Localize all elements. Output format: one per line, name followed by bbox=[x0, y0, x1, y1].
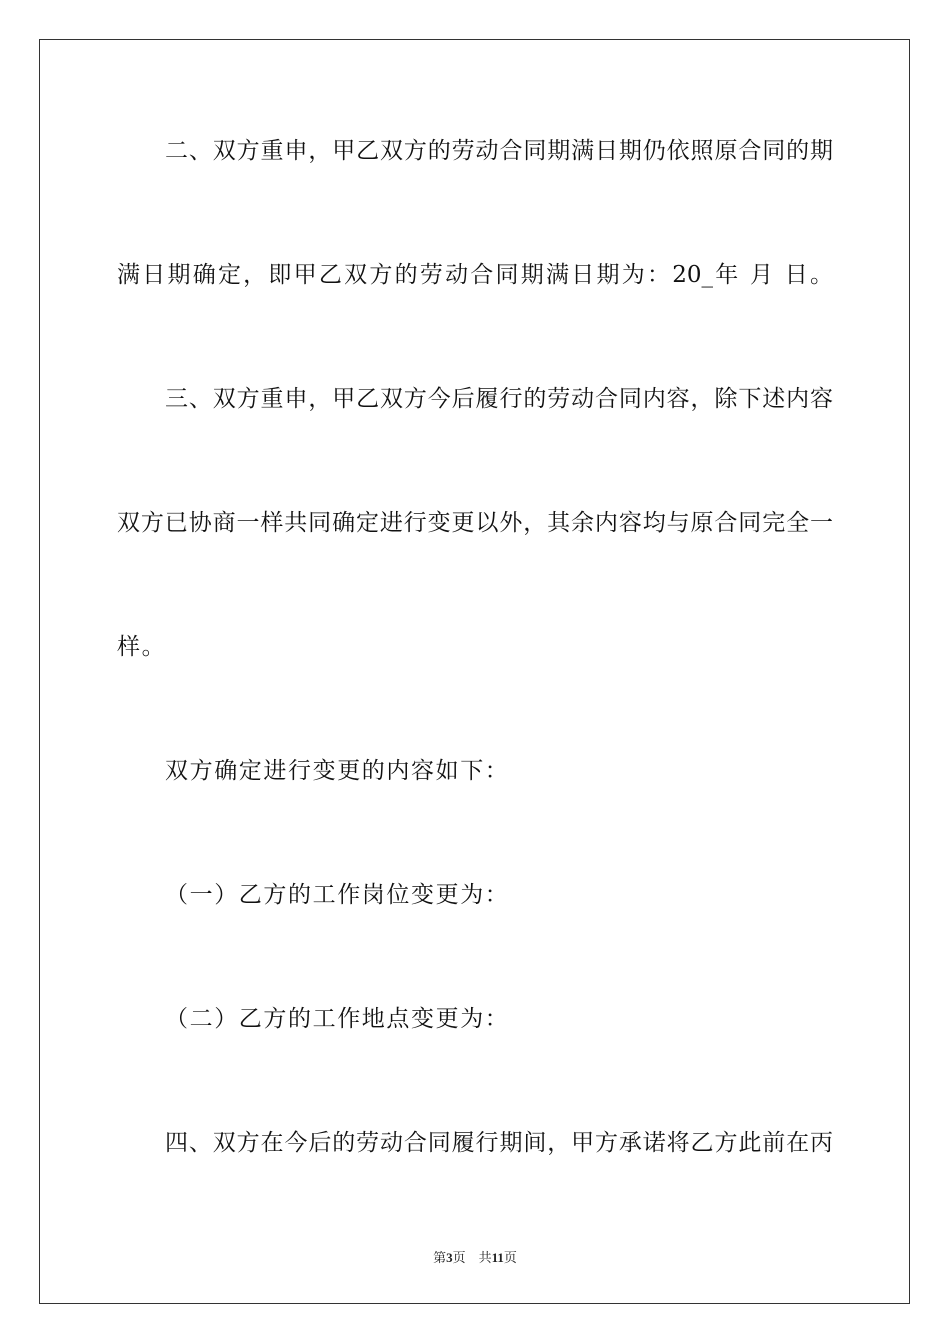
page-border bbox=[39, 39, 910, 1304]
paragraph-line: 二、双方重申，甲乙双方的劳动合同期满日期仍依照原合同的期 bbox=[165, 138, 833, 164]
paragraph-line: 样。 bbox=[117, 634, 167, 660]
list-item: （一）乙方的工作岗位变更为： bbox=[165, 882, 510, 908]
paragraph-line: 双方确定进行变更的内容如下： bbox=[165, 758, 510, 784]
paragraph-line: 双方已协商一样共同确定进行变更以外，其余内容均与原合同完全一 bbox=[117, 510, 833, 536]
paragraph-line: 三、双方重申，甲乙双方今后履行的劳动合同内容，除下述内容 bbox=[165, 386, 833, 412]
page-label-prefix: 第 bbox=[433, 1250, 447, 1265]
total-page-count: 11 bbox=[491, 1250, 504, 1265]
current-page-number: 3 bbox=[446, 1250, 453, 1265]
page-label-suffix: 页 bbox=[503, 1250, 517, 1265]
list-item: （二）乙方的工作地点变更为： bbox=[165, 1006, 510, 1032]
paragraph-line: 四、双方在今后的劳动合同履行期间，甲方承诺将乙方此前在丙 bbox=[165, 1130, 833, 1156]
paragraph-line: 满日期确定，即甲乙双方的劳动合同期满日期为：20_年 月 日。 bbox=[117, 262, 833, 288]
page-number-footer bbox=[0, 1247, 950, 1266]
page-label-mid: 页 共 bbox=[452, 1250, 492, 1265]
